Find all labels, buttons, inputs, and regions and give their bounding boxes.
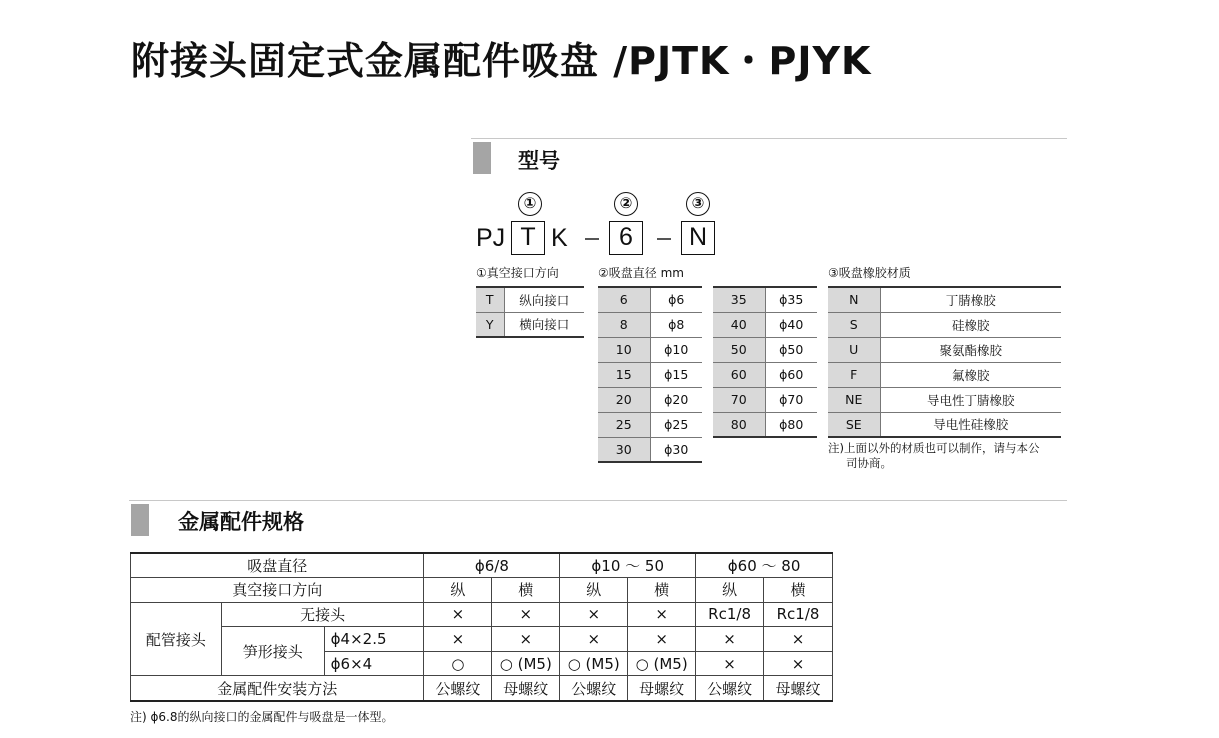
spec-table <box>130 552 833 702</box>
cell-value: 横 <box>764 578 833 603</box>
cell-value: × <box>424 627 492 652</box>
table-row <box>476 312 584 337</box>
diameter-caption: ②吸盘直径 mm <box>598 266 684 280</box>
row-label: 真空接口方向 <box>131 578 424 603</box>
table-row <box>598 362 702 387</box>
cell-label: ϕ35 <box>765 287 817 312</box>
marker-3: ③ <box>686 192 710 216</box>
table-row <box>828 337 1061 362</box>
table-row <box>131 602 833 627</box>
row-label: 吸盘直径 <box>131 553 424 578</box>
marker-2: ② <box>614 192 638 216</box>
row-label: ϕ4×2.5 <box>324 627 424 652</box>
cell-value: ϕ60 ～ 80 <box>696 553 833 578</box>
table-row <box>713 287 817 312</box>
cell-value: 横 <box>492 578 560 603</box>
cell-label: ϕ20 <box>650 387 702 412</box>
cell-label: 丁腈橡胶 <box>880 287 1061 312</box>
cell-label: 导电性硅橡胶 <box>880 412 1061 437</box>
cell-value: ϕ10 ～ 50 <box>560 553 696 578</box>
page-title: 附接头固定式金属配件吸盘 /PJTK・PJYK <box>131 39 872 83</box>
cell-value: 母螺纹 <box>628 676 696 701</box>
cell-code: 60 <box>713 362 765 387</box>
model-dash <box>657 238 671 240</box>
table-row <box>713 337 817 362</box>
table-row <box>713 387 817 412</box>
cell-label: ϕ50 <box>765 337 817 362</box>
cell-value: 纵 <box>560 578 628 603</box>
table-row <box>476 287 584 312</box>
cell-value: 公螺纹 <box>424 676 492 701</box>
cell-code: NE <box>828 387 880 412</box>
spec-heading: 金属配件规格 <box>178 510 304 534</box>
cell-value: × <box>764 651 833 676</box>
cell-label: ϕ80 <box>765 412 817 437</box>
spec-note: 注) ϕ6.8的纵向接口的金属配件与吸盘是一体型。 <box>130 710 394 724</box>
model-k: K <box>551 224 568 252</box>
cell-label: ϕ25 <box>650 412 702 437</box>
section-divider <box>129 500 1067 501</box>
cell-label: ϕ40 <box>765 312 817 337</box>
cell-label: 氟橡胶 <box>880 362 1061 387</box>
port-dir-table <box>476 286 584 338</box>
cell-label: 导电性丁腈橡胶 <box>880 387 1061 412</box>
cell-label: 纵向接口 <box>504 287 584 312</box>
cell-label: ϕ10 <box>650 337 702 362</box>
table-row <box>598 412 702 437</box>
model-code-material: N <box>681 221 715 255</box>
table-row <box>131 578 833 603</box>
cell-value: ○ <box>424 651 492 676</box>
cell-value: ϕ6/8 <box>424 553 560 578</box>
table-row <box>828 312 1061 337</box>
table-row <box>598 312 702 337</box>
cell-code: 40 <box>713 312 765 337</box>
section-marker <box>473 142 491 174</box>
model-prefix: PJ <box>476 224 506 252</box>
table-row <box>828 287 1061 312</box>
cell-code: 30 <box>598 437 650 462</box>
material-note-line2: 司协商。 <box>846 456 892 470</box>
table-row <box>131 553 833 578</box>
table-row <box>598 337 702 362</box>
cell-value: ○ (M5) <box>492 651 560 676</box>
group-label: 笋形接头 <box>221 627 324 676</box>
cell-value: × <box>696 651 764 676</box>
cell-value: 母螺纹 <box>764 676 833 701</box>
cell-code: 15 <box>598 362 650 387</box>
cell-code: U <box>828 337 880 362</box>
cell-value: × <box>696 627 764 652</box>
cell-label: ϕ70 <box>765 387 817 412</box>
table-row <box>713 412 817 437</box>
cell-label: ϕ6 <box>650 287 702 312</box>
model-code-port: T <box>511 221 545 255</box>
table-row <box>598 437 702 462</box>
cell-code: SE <box>828 412 880 437</box>
cell-label: 硅橡胶 <box>880 312 1061 337</box>
table-row <box>713 312 817 337</box>
cell-value: ○ (M5) <box>560 651 628 676</box>
cell-value: ○ (M5) <box>628 651 696 676</box>
cell-code: 20 <box>598 387 650 412</box>
table-row <box>828 362 1061 387</box>
material-caption: ③吸盘橡胶材质 <box>828 266 911 280</box>
cell-code: 8 <box>598 312 650 337</box>
cell-code: T <box>476 287 504 312</box>
cell-value: × <box>560 627 628 652</box>
table-row <box>131 627 833 652</box>
cell-code: 10 <box>598 337 650 362</box>
cell-label: ϕ60 <box>765 362 817 387</box>
cell-value: × <box>560 602 628 627</box>
cell-code: 50 <box>713 337 765 362</box>
group-label: 配管接头 <box>131 602 222 676</box>
port-dir-caption: ①真空接口方向 <box>476 266 559 280</box>
cell-value: × <box>424 602 492 627</box>
material-table <box>828 286 1061 438</box>
table-row <box>598 387 702 412</box>
cell-value: Rc1/8 <box>696 602 764 627</box>
cell-value: 公螺纹 <box>560 676 628 701</box>
cell-value: 公螺纹 <box>696 676 764 701</box>
row-label: ϕ6×4 <box>324 651 424 676</box>
cell-label: 横向接口 <box>504 312 584 337</box>
cell-value: Rc1/8 <box>764 602 833 627</box>
cell-code: F <box>828 362 880 387</box>
cell-value: × <box>492 627 560 652</box>
cell-code: Y <box>476 312 504 337</box>
marker-1: ① <box>518 192 542 216</box>
cell-code: 25 <box>598 412 650 437</box>
cell-code: 6 <box>598 287 650 312</box>
cell-value: × <box>628 602 696 627</box>
model-heading: 型号 <box>518 149 560 173</box>
cell-value: 横 <box>628 578 696 603</box>
model-dash <box>585 238 599 240</box>
cell-value: 纵 <box>424 578 492 603</box>
cell-code: N <box>828 287 880 312</box>
cell-code: 35 <box>713 287 765 312</box>
cell-value: × <box>492 602 560 627</box>
diameter-table-1 <box>598 286 702 463</box>
table-row <box>828 412 1061 437</box>
cell-value: 纵 <box>696 578 764 603</box>
cell-label: ϕ8 <box>650 312 702 337</box>
cell-label: ϕ15 <box>650 362 702 387</box>
cell-value: 母螺纹 <box>492 676 560 701</box>
table-row <box>131 676 833 701</box>
cell-label: 聚氨酯橡胶 <box>880 337 1061 362</box>
cell-code: S <box>828 312 880 337</box>
section-divider <box>471 138 1067 139</box>
table-row <box>828 387 1061 412</box>
section-marker <box>131 504 149 536</box>
material-note-line1: 注)上面以外的材质也可以制作，请与本公 <box>828 441 1040 455</box>
row-label: 无接头 <box>221 602 424 627</box>
model-code-diameter: 6 <box>609 221 643 255</box>
cell-label: ϕ30 <box>650 437 702 462</box>
cell-code: 80 <box>713 412 765 437</box>
cell-value: × <box>628 627 696 652</box>
table-row <box>598 287 702 312</box>
diameter-table-2 <box>713 286 817 438</box>
cell-value: × <box>764 627 833 652</box>
table-row <box>713 362 817 387</box>
cell-code: 70 <box>713 387 765 412</box>
row-label: 金属配件安装方法 <box>131 676 424 701</box>
